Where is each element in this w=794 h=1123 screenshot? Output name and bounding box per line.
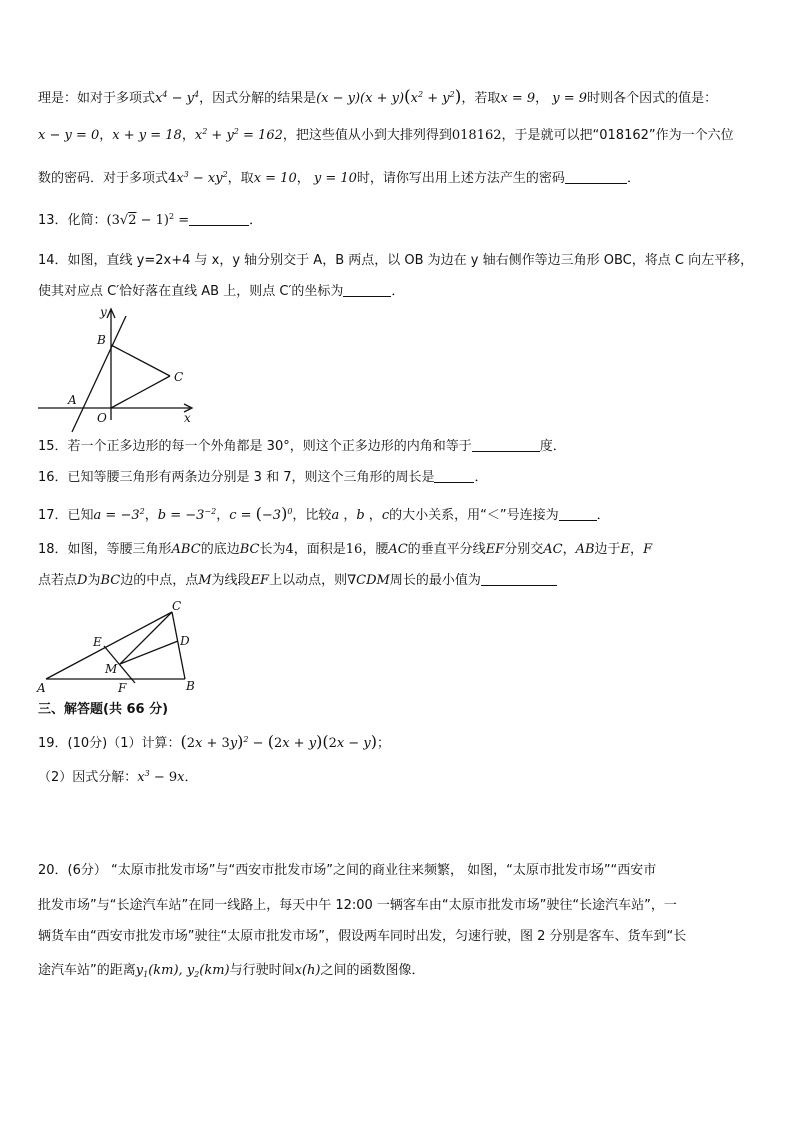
text: 使其对应点 C′恰好落在直线 AB 上，则点 C′的坐标为 [38, 284, 344, 299]
label-a: A [37, 681, 46, 695]
text: ，于是就可以把“018162”作为一个六位 [501, 128, 734, 143]
label-c: C [174, 370, 184, 384]
text: 批发市场”与“长途汽车站”在同一线路上，每天中午 12:00 一辆客车由“太原市批发市场”驶往“长途汽车站”，一 [38, 898, 677, 913]
text: 为线段 [211, 573, 251, 588]
math: $x^4 - y^4$ [155, 90, 200, 106]
math: AC [543, 542, 563, 557]
text: 为 [87, 573, 101, 588]
text: 17．已知 [38, 508, 94, 523]
text: ， [630, 542, 644, 557]
text: 周长的最小值为 [389, 573, 481, 588]
math: $x^2 + y^2 = 162$ [194, 127, 283, 143]
math: $y_1(km)$, $y_2(km)$ [135, 963, 230, 979]
text: ， [99, 128, 113, 143]
text: ，腰 [362, 542, 389, 557]
label-a: A [68, 393, 77, 407]
math: BC [239, 542, 260, 557]
label-x: x [184, 411, 191, 425]
text: 时则各个因式的值是： [587, 91, 718, 106]
label-d: D [180, 634, 190, 648]
label-o: O [97, 411, 107, 425]
text: ． [249, 213, 263, 228]
math: x − y = 0 [38, 128, 100, 143]
math: ABC [171, 542, 201, 557]
math: c [381, 508, 390, 523]
text: ， [181, 128, 195, 143]
math: $(x - y)(x + y)(x^2 + y^2)$ [316, 87, 462, 107]
math: $x^3 - 9x$ [137, 769, 185, 785]
math: AC [388, 542, 408, 557]
text: ， [296, 171, 310, 186]
label-m: M [105, 662, 118, 676]
math: E [620, 542, 631, 557]
math: $b = -3^{-2}$ [157, 507, 217, 523]
text: 边的中点，点 [120, 573, 199, 588]
text: ，把这些值从小到大排列得到 [282, 128, 452, 143]
label-f: F [118, 681, 127, 695]
math: x = 9 [500, 91, 536, 106]
text: ，比较 [292, 508, 332, 523]
label-c: C [172, 599, 182, 613]
math: ∇CDM [347, 573, 390, 588]
math: x(h) [294, 963, 321, 978]
math: y = 9 [548, 91, 588, 106]
text: 度． [539, 439, 566, 454]
q20-line2 [38, 897, 677, 915]
math: $(2x + 3y)^2 - (2x + y)(2x - y)$ [180, 732, 377, 751]
text: 之间的函数图像． [320, 963, 425, 978]
text: ． [626, 171, 640, 186]
math: 4 [285, 542, 294, 557]
text: （2）因式分解： [38, 770, 138, 785]
math: EF [485, 542, 505, 557]
text: 辆货车由“西安市批发市场”驶往“太原市批发市场”，假设两车同时出发，匀速行驶，图 2 分别是客车、货车到“长 [38, 929, 687, 944]
math: b [356, 508, 365, 523]
math: AB [575, 542, 595, 557]
text: ， [562, 542, 576, 557]
label-y: y [100, 305, 107, 319]
text: ，取 [227, 171, 254, 186]
text: ，若取 [461, 91, 501, 106]
math: M [198, 573, 212, 588]
text: 13．化简： [38, 213, 107, 228]
text: ． [596, 508, 610, 523]
q17: 17．已知$a = -3^2$，$b = -3^{-2}$，$c = (-3)^0$，比较a ，b ，c的大小关系，用“＜”号连接为 ． [38, 504, 610, 523]
text: 与行驶时间 [229, 963, 295, 978]
text: 长为 [259, 542, 286, 557]
q19-line2 [38, 769, 198, 787]
text: 的大小关系，用“＜”号连接为 [389, 508, 559, 523]
text: 时，请你写出用上述方法产生的密码 [356, 171, 565, 186]
text: ，因式分解的结果是 [199, 91, 317, 106]
text: 14．如图，直线 y=2x+4 与 x，y 轴分别交于 A，B 两点，以 OB 为边在 y 轴右侧作等边三角形 OBC，将点 C 向左平移， [38, 253, 754, 268]
text: ，面积是 [293, 542, 346, 557]
text: 15．若一个正多边形的每一个外角都是 30°，则这个正多边形的内角和等于 [38, 439, 472, 454]
text: 边于 [594, 542, 621, 557]
text: ， [535, 91, 549, 106]
label-b: B [186, 679, 195, 693]
text: 18．如图，等腰三角形 [38, 542, 172, 557]
text: 分别交 [504, 542, 544, 557]
text: ． [184, 770, 198, 785]
text: 上以动点，则 [269, 573, 348, 588]
text: 的底边 [200, 542, 240, 557]
section-title: 三、解答题(共 66 分) [38, 702, 169, 717]
segment-mc [120, 612, 172, 664]
text: 20．(6分） “太原市批发市场”与“西安市批发市场”之间的商业往来频繁， 如图，“太原市批发市场”“西安市 [38, 863, 657, 878]
text: 16．已知等腰三角形有两条边分别是 3 和 7，则这个三角形的周长是 [38, 470, 435, 485]
math: x + y = 18 [112, 128, 182, 143]
math: BC [100, 573, 121, 588]
text: 19．(10分)（1）计算： [38, 736, 181, 751]
math: F [643, 542, 653, 557]
text: 理是：如对于多项式 [38, 91, 156, 106]
math: $c = (-3)^0$ [229, 504, 293, 523]
text: ． [391, 284, 405, 299]
text: ． [474, 470, 488, 485]
math: $4x^3 - xy^2$ [168, 170, 228, 186]
text: 018162 [451, 128, 502, 143]
text: 途汽车站”的距离 [38, 963, 136, 978]
math: $(3√2 - 1)^2$ = [106, 212, 190, 228]
q20-line1 [38, 862, 656, 880]
math: a [331, 508, 340, 523]
text: ； [376, 736, 390, 751]
math: D [77, 573, 88, 588]
math: EF [250, 573, 270, 588]
text: 的垂直平分线 [407, 542, 486, 557]
q20-line4 [38, 962, 425, 980]
text: 点若点 [38, 573, 78, 588]
label-b: B [97, 333, 106, 347]
math: x = 10 [253, 171, 297, 186]
label-e: E [93, 635, 102, 649]
q19-line1 [38, 733, 390, 753]
text: 数的密码．对于多项式 [38, 171, 169, 186]
q20-line3 [38, 928, 686, 946]
math: 16 [345, 542, 363, 557]
math: $a = -3^2$ [93, 507, 145, 523]
segment-md [120, 641, 178, 664]
math: y = 10 [309, 171, 357, 186]
